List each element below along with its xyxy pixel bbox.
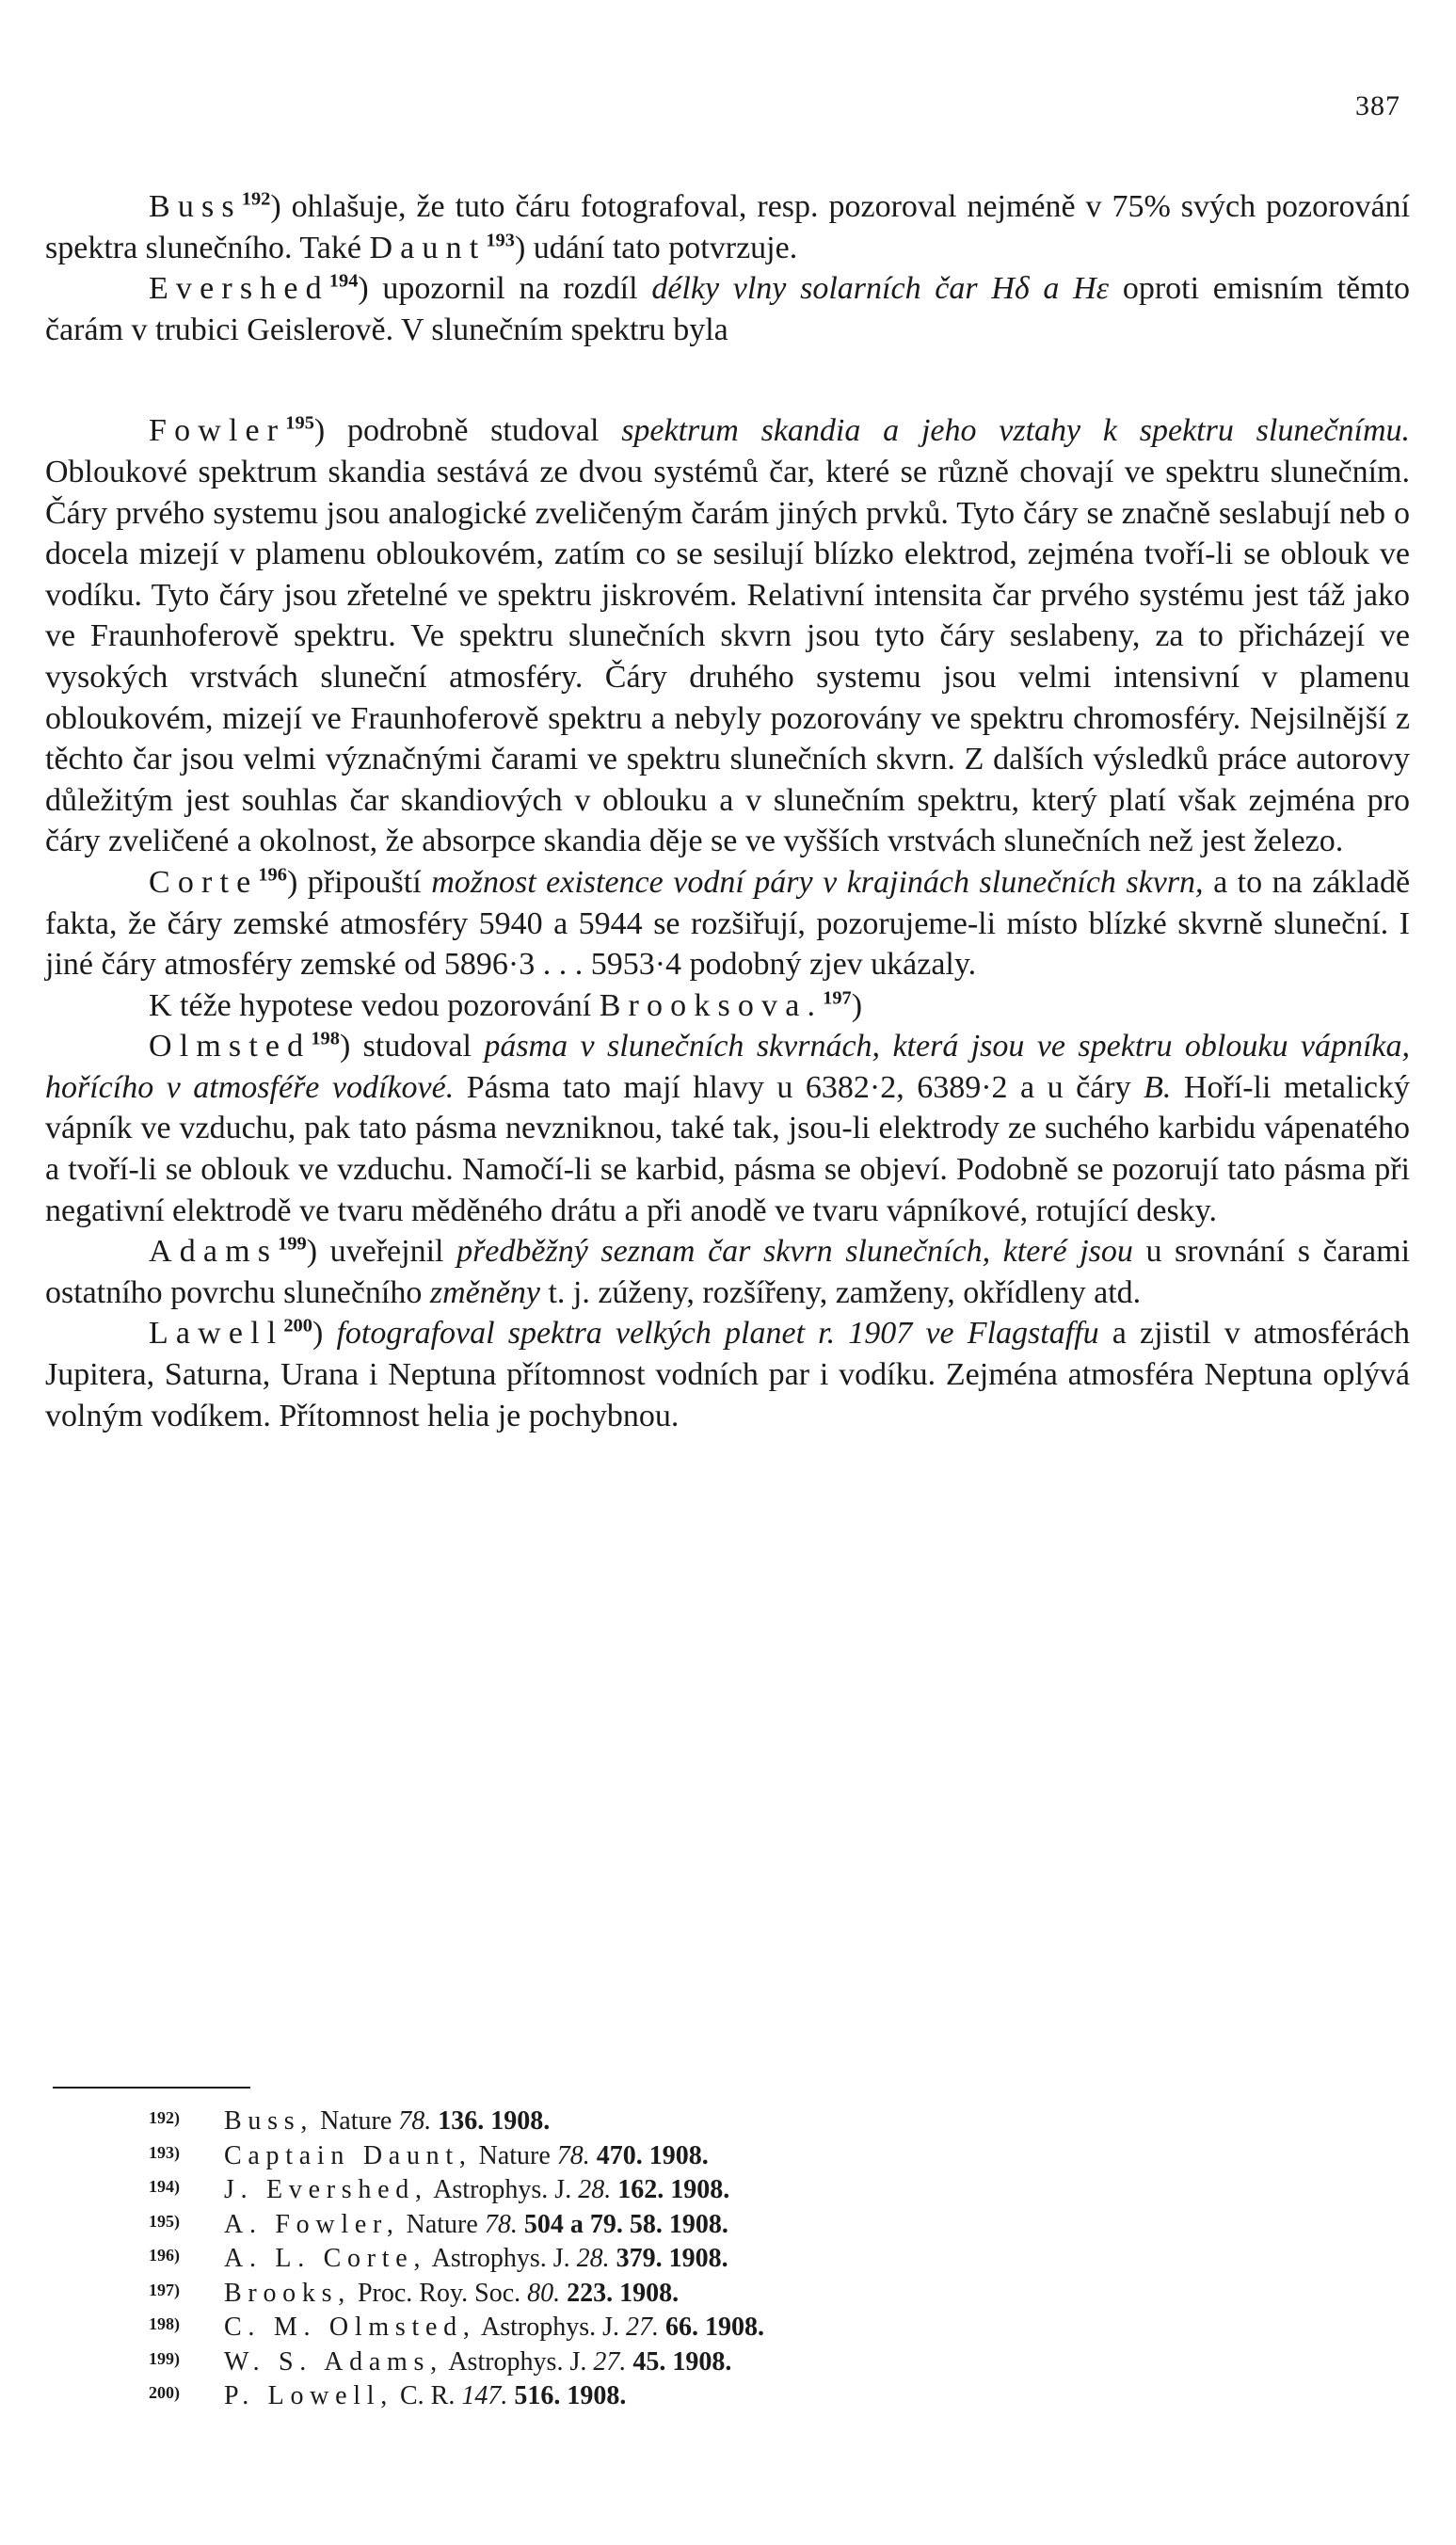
footnote-volume: 28. [576,2244,610,2273]
brooks-text: K téže hypotese vedou pozorování [149,987,592,1023]
author-olmsted: Olmsted [149,1029,312,1064]
cell-text [873,375,1033,382]
paragraph-adams [45,1231,1410,1313]
ref-194: 194 [328,270,359,292]
author-lowell: Lawell [149,1316,284,1352]
footnote-pages: 379. 1908. [616,2244,728,2273]
paragraph-evershed [45,268,1410,350]
footnote-pages: 162. 1908. [617,2175,730,2204]
ref-192: 192 [241,188,271,210]
footnote-number: 199) [149,2348,180,2368]
footnote-195 [149,2206,1278,2241]
absorption-table [45,375,1410,390]
fowler-text-b: Obloukové spektrum skandia sestává ze dvou systémů čar, které se různě chovají ve spektru slunečním. Čáry prvého systemu jsou analogické zveličeným čarám jiných prvků. Tyto čáry se značně seslabují neb o docela mizejí v plamenu obloukovém, zatím co se sesilují blízko elektrod, zejména tvoří-li se oblouk ve vodíku. Tyto čáry jsou zřetelné ve spektru jiskrovém. Relativní intensita čar prvého systému jest táž jako ve Fraunhoferově spektru. Ve spektru slunečních skvrn jsou tyto čáry seslabeny, za to přicházejí ve vysokých vrstvách sluneční atmosféry. Čáry druhého systemu jsou velmi intensivní v plamenu obloukovém, mizejí ve Fraunhoferově spektru a nebyly pozorovány ve spektru chromosféry. Nejsilnější z těchto čar jsou velmi význačnými čarami ve spektru slunečních skvrn. Z dalších výsledků práce autorovy důležitým jest souhlas čar skandiových v oblouku a v slunečním spektru, který platí však zejména pro čáry zveličené a okolnost, že absorpce skandia děje se ve vyšších vrstvách slunečních než jest železo. [45,454,1410,859]
footnote-volume: 80. [527,2278,561,2308]
footnote-volume: 27. [593,2346,627,2377]
footnote-volume: 78. [484,2209,518,2239]
author-corte: Corte [149,864,259,900]
footnote-source: Nature [406,2209,478,2239]
footnote-pages: 516. 1908. [514,2381,627,2410]
olmsted-text-c: Hoří-li metalický vápník ve vzduchu, pak tato pásma nevzniknou, také tak, jsou-li elektrody ze suchého karbidu vápenatého a tvoří-li se oblouk ve vzduchu. Namočí-li se karbid, pásma se objeví. Podobně se pozorují tato pásma při negativní elektrodě ve tvaru měděného drátu a při anodě ve tvaru vápníkové, rotující desky. [45,1069,1410,1228]
footnote-number: 198) [149,2314,180,2333]
footnote-source: Nature [320,2106,392,2136]
ref-193: 193 [486,230,515,251]
cell-value [1033,382,1410,390]
footnote-number: 200) [149,2383,180,2402]
olmsted-italic-a: pásma v slunečních skvrnách, která jsou ve spektru oblouku vápníka, hořícího v atmosféře vodíkové. [45,1029,1411,1105]
cell-label [45,375,280,382]
author-brooks: Brooksova. [599,987,824,1023]
footnote-number: 194) [149,2177,180,2196]
buss-text: ) ohlašuje, že tuto čáru fotografoval, resp. pozoroval nejméně v 75% svých pozorování spektra slunečního. Také [45,189,1410,265]
evershed-italic-a: délky vlny solarních čar Hδ a Hε [651,271,1110,307]
footnote-number: 193) [149,2142,180,2162]
absorption-row-hdelta [45,375,1410,382]
footnote-author: A. L. Corte, [224,2244,427,2273]
footnote-source: C. R. [399,2381,456,2410]
adams-text-c: t. j. zúženy, rozšířeny, zamženy, okřídleny atd. [548,1274,1142,1310]
footnote-source: Astrophys. J. [433,2175,572,2204]
cell-text [346,382,544,390]
footnote-author: Captain Daunt, [224,2140,472,2170]
cell-text [346,375,544,382]
corte-text-b: a to na základě fakta, že čáry zemské atmosféry 5940 a 5944 se rozšiřují, pozorujeme-li místo blízké skvrně sluneční. I jiné čáry atmosféry zemské od 5896·3 . . . 5953·4 podobný zjev ukázaly. [45,864,1411,983]
footnote-pages: 45. 1908. [632,2346,732,2377]
fowler-text-a: ) podrobně studoval [313,413,600,449]
paragraph-corte [45,862,1410,985]
footnote-pages: 223. 1908. [567,2278,680,2308]
daunt-text: ) udání tato potvrzuje. [514,230,798,265]
paragraph-lowell [45,1313,1410,1436]
footnote-author: P. Lowell, [224,2381,393,2410]
footnote-author: J. Evershed, [224,2175,428,2204]
footnote-pages: 136. 1908. [438,2106,551,2136]
footnote-author: C. M. Olmsted, [224,2313,476,2342]
footnote-source: Astrophys. J. [448,2346,587,2377]
footnote-volume: 28. [578,2175,612,2204]
ref-198: 198 [311,1028,340,1049]
author-buss: Buss [149,189,242,224]
cell-text [873,382,1033,390]
footnote-volume: 78. [556,2140,590,2170]
footnote-196 [149,2240,1278,2275]
footnote-pages: 66. 1908. [665,2313,765,2342]
footnote-source: Astrophys. J. [481,2313,620,2342]
footnote-source: Nature [478,2140,551,2170]
cell-text [723,382,873,390]
paragraph-fowler [45,410,1410,862]
footnote-197 [149,2275,1278,2310]
footnote-number: 192) [149,2108,180,2127]
footnote-divider [53,2087,250,2089]
adams-italic-b: změněny [429,1274,540,1310]
olmsted-text-a: ) studoval [339,1029,472,1064]
cell-value [544,375,723,382]
corte-italic-a: možnost existence vodní páry v krajinách slunečních skvrn, [431,864,1204,900]
evershed-text-a: ) upozornil na rozdíl [358,271,638,307]
footnote-194 [149,2171,1278,2206]
footnote-pages: 504 a 79. 58. 1908. [523,2209,728,2239]
brooks-paren: ) [851,987,863,1023]
footnote-source: Proc. Roy. Soc. [357,2278,521,2308]
lowell-italic-a: fotografoval spektra velkých planet r. 1907 ve Flagstaffu [336,1316,1099,1352]
footnote-volume: 78. [398,2106,432,2136]
absorption-row-hepsilon [45,382,1410,390]
ref-199: 199 [278,1233,307,1255]
ref-196: 196 [258,864,287,886]
corte-text-a: ) připouští [286,864,422,900]
author-fowler: Fowler [149,413,286,449]
author-daunt: Daunt [369,230,487,265]
lowell-paren: ) [312,1316,324,1352]
paragraph-buss [45,186,1410,268]
ref-200: 200 [283,1316,312,1337]
paragraph-olmsted [45,1026,1410,1231]
footnote-199 [149,2344,1278,2378]
fowler-italic-a: spektrum skandia a jeho vztahy k spektru slunečnímu. [621,413,1410,449]
footnote-author: Buss, [224,2106,314,2136]
footnote-193 [149,2137,1278,2172]
footnote-number: 195) [149,2211,180,2231]
cell-text [723,375,873,382]
lowell-text-b: a zjistil v atmosférách Jupitera, Saturna, Urana i Neptuna přítomnost vodních par i vodíku. Zejména atmosféra Neptuna oplývá volným vodíkem. Přítomnost helia je pochybnou. [45,1316,1411,1433]
cell-value [544,382,723,390]
ref-195: 195 [285,413,314,435]
adams-text-b: u srovnání s čarami ostatního povrchu slunečního [45,1234,1411,1310]
olmsted-italic-b: B. [1144,1069,1172,1105]
footnote-number: 197) [149,2280,180,2299]
olmsted-text-b: Pásma tato mají hlavy u 6382·2, 6389·2 a u čáry [466,1069,1131,1105]
ref-197: 197 [823,987,852,1009]
evershed-text-b: oproti emisním těmto čarám v trubici Geislerově. V slunečním spektru byla [45,271,1411,347]
paragraph-brooks [45,985,1410,1027]
footnote-author: A. Fowler, [224,2209,400,2239]
footnote-volume: 27. [626,2313,660,2342]
adams-italic-a: předběžný seznam čar skvrn slunečních, které jsou [456,1234,1133,1270]
cell-label [45,382,280,390]
page-number: 387 [1355,90,1400,121]
cell-value [1033,375,1410,382]
adams-text-a: ) uveřejnil [306,1234,444,1270]
footnote-number: 196) [149,2246,180,2265]
main-text [45,186,1410,1436]
footnote-192 [149,2103,1278,2137]
author-evershed: Evershed [149,271,329,307]
footnote-198 [149,2309,1278,2344]
footnote-source: Astrophys. J. [431,2244,570,2273]
footnote-pages: 470. 1908. [596,2140,709,2170]
footnote-author: Brooks, [224,2278,351,2308]
footnote-author: W. S. Adams, [224,2346,443,2377]
footnote-200 [149,2377,1278,2412]
footnotes [149,2103,1278,2412]
author-adams: Adams [149,1234,279,1270]
footnote-volume: 147. [461,2381,508,2410]
